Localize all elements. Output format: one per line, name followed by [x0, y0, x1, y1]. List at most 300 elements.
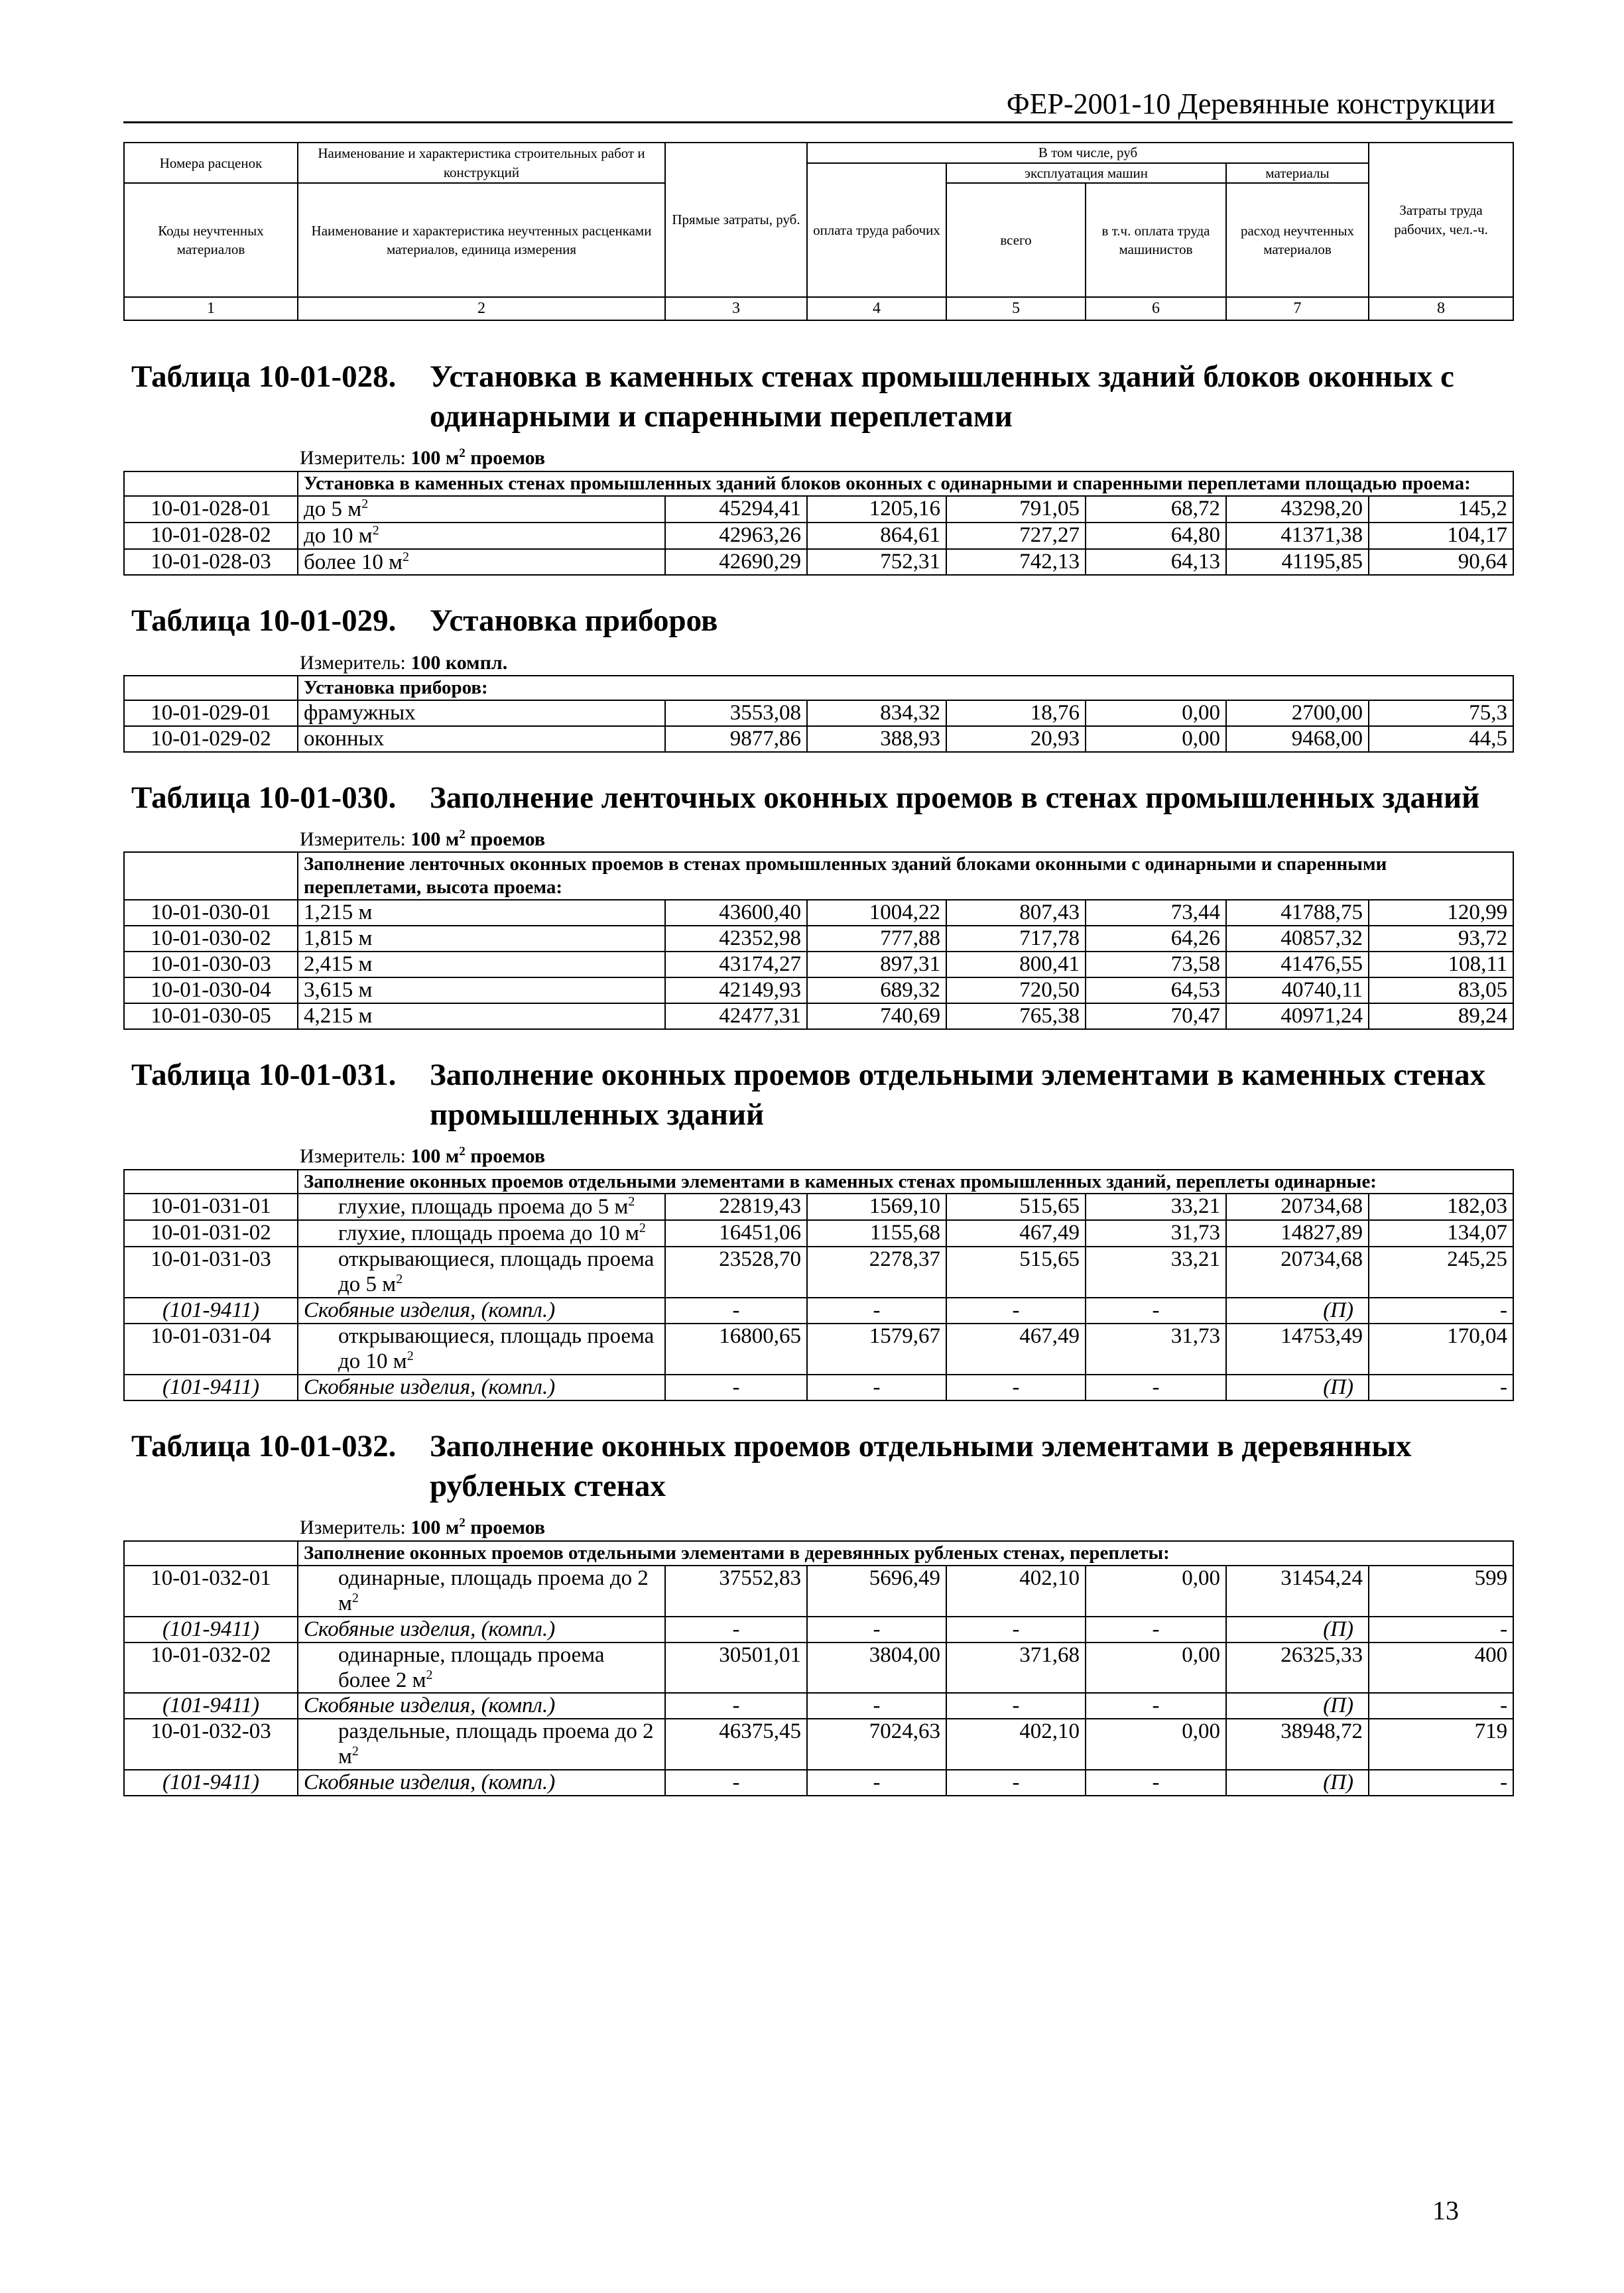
value-cell: 30501,01 [665, 1642, 807, 1694]
value-cell: 689,32 [807, 977, 946, 1003]
unit-value [410, 652, 507, 674]
value-cell: 42963,26 [665, 523, 807, 549]
rate-name-sup: 2 [372, 523, 379, 538]
value-cell: 41476,55 [1226, 952, 1369, 977]
rate-code: 10-01-030-05 [124, 1003, 298, 1029]
material-value: - [665, 1298, 807, 1324]
value-cell: 33,21 [1086, 1247, 1226, 1298]
rate-name [298, 926, 665, 952]
header-zatraty: Затраты труда рабочих, чел.-ч. [1369, 143, 1513, 297]
header-materialy: материалы [1226, 163, 1369, 184]
value-cell: 40740,11 [1226, 977, 1369, 1003]
group-row [124, 676, 1513, 700]
table-caption: Заполнение ленточных оконных проемов в стенах промышленных зданий [430, 780, 1480, 815]
value-cell: 64,26 [1086, 926, 1226, 952]
rate-code: 10-01-028-02 [124, 523, 298, 549]
value-cell: 9468,00 [1226, 726, 1369, 752]
table-row [124, 952, 1513, 977]
value-cell: 791,05 [946, 496, 1086, 523]
value-cell: 0,00 [1086, 1566, 1226, 1617]
unit-tail: проемов [465, 1145, 546, 1168]
rate-name [298, 1566, 665, 1617]
col-num-5: 5 [946, 297, 1086, 320]
value-cell: 14827,89 [1226, 1220, 1369, 1247]
value-cell: 70,47 [1086, 1003, 1226, 1029]
rate-name [298, 1247, 665, 1298]
table-row [124, 1247, 1513, 1298]
value-cell: 42690,29 [665, 549, 807, 576]
unit-label: Измеритель: [300, 828, 411, 850]
rate-name [298, 1003, 665, 1029]
col-num-2: 2 [298, 297, 665, 320]
material-value: (П) [1226, 1693, 1369, 1719]
table-title [123, 778, 1513, 818]
material-row [124, 1693, 1513, 1719]
value-cell: 145,2 [1369, 496, 1513, 523]
value-cell: 864,61 [807, 523, 946, 549]
value-cell: 402,10 [946, 1566, 1086, 1617]
unit-label: Измеритель: [300, 1145, 411, 1168]
material-value: - [1086, 1770, 1226, 1796]
data-table [123, 471, 1514, 576]
table-block [123, 778, 1513, 1030]
table-row [124, 1566, 1513, 1617]
value-cell: 40971,24 [1226, 1003, 1369, 1029]
unit-value-text: 100 м [410, 1145, 460, 1168]
material-value: - [1086, 1617, 1226, 1642]
material-row [124, 1375, 1513, 1400]
group-heading: Установка приборов: [298, 676, 1513, 700]
table-row [124, 700, 1513, 726]
value-cell: 20734,68 [1226, 1194, 1369, 1220]
rate-name-text: фрамужных [304, 700, 416, 725]
value-cell: 33,21 [1086, 1194, 1226, 1220]
value-cell: 43600,40 [665, 900, 807, 926]
rate-name [298, 1642, 665, 1694]
unit-sup: 2 [459, 1145, 466, 1159]
unit-line [300, 651, 1513, 676]
value-cell: 0,00 [1086, 726, 1226, 752]
rate-name-text: глухие, площадь проема до 5 м [338, 1195, 629, 1219]
material-value: - [946, 1375, 1086, 1400]
material-value: - [1369, 1770, 1513, 1796]
value-cell: 765,38 [946, 1003, 1086, 1029]
material-name: Скобяные изделия, (компл.) [298, 1375, 665, 1400]
material-code: (101-9411) [124, 1693, 298, 1719]
unit-tail: проемов [465, 1517, 546, 1539]
value-cell: 170,04 [1369, 1324, 1513, 1375]
value-cell: 31454,24 [1226, 1566, 1369, 1617]
material-value: - [1086, 1693, 1226, 1719]
rate-name-text: оконных [304, 726, 385, 751]
rate-name [298, 700, 665, 726]
rate-name-text: до 10 м [304, 523, 373, 548]
value-cell: 45294,41 [665, 496, 807, 523]
rate-name-sup: 2 [639, 1221, 646, 1236]
material-value: - [1369, 1298, 1513, 1324]
table-number: Таблица 10-01-028. [131, 359, 397, 394]
value-cell: 245,25 [1369, 1247, 1513, 1298]
value-cell: 371,68 [946, 1642, 1086, 1694]
material-code: (101-9411) [124, 1770, 298, 1796]
rate-name [298, 496, 665, 523]
value-cell: 467,49 [946, 1220, 1086, 1247]
value-cell: 807,43 [946, 900, 1086, 926]
unit-tail: проемов [465, 828, 546, 850]
header-rashod: расход неучтенных материалов [1226, 183, 1369, 297]
rate-name-text: одинарные, площадь проема до 2 м [338, 1566, 649, 1615]
rate-name-sup: 2 [406, 1349, 414, 1364]
value-cell: 16451,06 [665, 1220, 807, 1247]
value-cell: 182,03 [1369, 1194, 1513, 1220]
value-cell: 64,53 [1086, 977, 1226, 1003]
unit-label: Измеритель: [300, 651, 411, 674]
unit-value-text: 100 м [410, 1517, 460, 1539]
rate-name-text: 2,415 м [304, 952, 373, 976]
group-empty-cell [124, 1170, 298, 1194]
rate-code: 10-01-032-01 [124, 1566, 298, 1617]
header-oplata: оплата труда рабочих [807, 163, 946, 298]
rate-code: 10-01-028-03 [124, 549, 298, 576]
value-cell: 41788,75 [1226, 900, 1369, 926]
col-num-7: 7 [1226, 297, 1369, 320]
rate-code: 10-01-030-02 [124, 926, 298, 952]
value-cell: 89,24 [1369, 1003, 1513, 1029]
value-cell: 897,31 [807, 952, 946, 977]
value-cell: 388,93 [807, 726, 946, 752]
material-value: - [807, 1298, 946, 1324]
value-cell: 5696,49 [807, 1566, 946, 1617]
material-name: Скобяные изделия, (компл.) [298, 1693, 665, 1719]
group-empty-cell [124, 1541, 298, 1566]
rate-name [298, 1220, 665, 1247]
value-cell: 93,72 [1369, 926, 1513, 952]
header-vtch: в т.ч. оплата труда машинистов [1086, 183, 1226, 297]
value-cell: 42149,93 [665, 977, 807, 1003]
material-value: - [807, 1770, 946, 1796]
value-cell: 400 [1369, 1642, 1513, 1694]
value-cell: 64,13 [1086, 549, 1226, 576]
value-cell: 120,99 [1369, 900, 1513, 926]
unit-value-text: 100 компл. [410, 651, 508, 674]
material-value: (П) [1226, 1298, 1369, 1324]
rate-code: 10-01-032-03 [124, 1719, 298, 1770]
table-title [123, 1055, 1513, 1135]
rate-code: 10-01-029-01 [124, 700, 298, 726]
unit-line [300, 827, 1513, 852]
value-cell: 26325,33 [1226, 1642, 1369, 1694]
value-cell: 515,65 [946, 1194, 1086, 1220]
value-cell: 75,3 [1369, 700, 1513, 726]
material-row [124, 1298, 1513, 1324]
value-cell: 719 [1369, 1719, 1513, 1770]
col-num-3: 3 [665, 297, 807, 320]
material-value: - [665, 1770, 807, 1796]
material-value: - [1369, 1375, 1513, 1400]
value-cell: 9877,86 [665, 726, 807, 752]
table-caption: Установка приборов [430, 603, 718, 639]
rate-code: 10-01-030-03 [124, 952, 298, 977]
rate-code: 10-01-031-02 [124, 1220, 298, 1247]
table-caption: Установка в каменных стенах промышленных зданий блоков оконных с одинарными и спаренными переплетами [430, 359, 1454, 434]
value-cell: 108,11 [1369, 952, 1513, 977]
header-nomera: Номера расценок [124, 143, 298, 183]
col-num-6: 6 [1086, 297, 1226, 320]
rate-name [298, 726, 665, 752]
value-cell: 64,80 [1086, 523, 1226, 549]
rate-name-sup: 2 [628, 1194, 635, 1209]
material-value: - [665, 1693, 807, 1719]
unit-value [410, 1145, 545, 1167]
value-cell: 83,05 [1369, 977, 1513, 1003]
material-row [124, 1770, 1513, 1796]
rate-name-text: глухие, площадь проема до 10 м [338, 1221, 639, 1246]
table-block [123, 1055, 1513, 1401]
data-table [123, 851, 1514, 1029]
table-row [124, 1642, 1513, 1694]
tables-container [123, 332, 1513, 1796]
value-cell: 31,73 [1086, 1220, 1226, 1247]
value-cell: 720,50 [946, 977, 1086, 1003]
material-value: - [665, 1375, 807, 1400]
table-row [124, 496, 1513, 523]
rate-name [298, 1194, 665, 1220]
table-title [123, 357, 1513, 436]
rate-name-text: раздельные, площадь проема до 2 м [338, 1719, 654, 1769]
table-block [123, 1426, 1513, 1796]
value-cell: 104,17 [1369, 523, 1513, 549]
material-value: - [807, 1693, 946, 1719]
page-number: 13 [1432, 2196, 1459, 2225]
rate-name [298, 523, 665, 549]
value-cell: 467,49 [946, 1324, 1086, 1375]
value-cell: 73,44 [1086, 900, 1226, 926]
material-value: - [1086, 1375, 1226, 1400]
value-cell: 37552,83 [665, 1566, 807, 1617]
col-num-1: 1 [124, 297, 298, 320]
table-block [123, 601, 1513, 752]
header-vsego: всего [946, 183, 1086, 297]
group-empty-cell [124, 471, 298, 496]
table-title [123, 601, 1513, 641]
unit-value-text: 100 м [410, 828, 460, 850]
rate-name-text: 4,215 м [304, 1003, 373, 1028]
unit-value [410, 1517, 545, 1538]
material-value: - [665, 1617, 807, 1642]
rate-name-sup: 2 [361, 496, 369, 511]
group-row [124, 1170, 1513, 1194]
value-cell: 43298,20 [1226, 496, 1369, 523]
value-cell: 16800,65 [665, 1324, 807, 1375]
value-cell: 134,07 [1369, 1220, 1513, 1247]
table-row [124, 549, 1513, 576]
table-number: Таблица 10-01-031. [131, 1057, 397, 1092]
material-code: (101-9411) [124, 1298, 298, 1324]
value-cell: 0,00 [1086, 1642, 1226, 1694]
unit-label: Измеритель: [300, 1517, 411, 1539]
table-caption: Заполнение оконных проемов отдельными элементами в деревянных рубленых стенах [430, 1429, 1412, 1504]
page-header-title: ФЕР-2001-10 Деревянные конструкции [1006, 88, 1495, 120]
rate-name-sup: 2 [351, 1744, 359, 1759]
rate-name-text: 1,215 м [304, 900, 373, 925]
table-row [124, 523, 1513, 549]
table-row [124, 900, 1513, 926]
page-header [123, 83, 1513, 123]
unit-sup: 2 [459, 827, 466, 841]
value-cell: 2278,37 [807, 1247, 946, 1298]
rate-name-sup: 2 [351, 1590, 359, 1605]
material-value: - [1369, 1617, 1513, 1642]
header-naim-raschenok: Наименование и характеристика строительных работ и конструкций [298, 143, 665, 183]
group-heading: Заполнение ленточных оконных проемов в стенах промышленных зданий блоками оконными с одинарными и спаренными переплетами, высота проема: [298, 852, 1513, 900]
material-value: - [1369, 1693, 1513, 1719]
table-block [123, 357, 1513, 576]
material-value: - [1086, 1298, 1226, 1324]
group-row [124, 852, 1513, 900]
group-row [124, 1541, 1513, 1566]
table-row [124, 1194, 1513, 1220]
material-code: (101-9411) [124, 1375, 298, 1400]
table-row [124, 1719, 1513, 1770]
rate-name [298, 952, 665, 977]
unit-value [410, 828, 545, 850]
value-cell: 515,65 [946, 1247, 1086, 1298]
rate-code: 10-01-032-02 [124, 1642, 298, 1694]
header-v-tom-chisle: В том числе, руб [807, 143, 1369, 163]
rate-name-text: до 5 м [304, 497, 362, 521]
header-ekspl: эксплуатация машин [946, 163, 1226, 184]
value-cell: 0,00 [1086, 700, 1226, 726]
value-cell: 18,76 [946, 700, 1086, 726]
table-number: Таблица 10-01-032. [131, 1429, 397, 1464]
value-cell: 1579,67 [807, 1324, 946, 1375]
value-cell: 1205,16 [807, 496, 946, 523]
table-row [124, 1003, 1513, 1029]
value-cell: 41371,38 [1226, 523, 1369, 549]
value-cell: 20734,68 [1226, 1247, 1369, 1298]
value-cell: 3553,08 [665, 700, 807, 726]
value-cell: 38948,72 [1226, 1719, 1369, 1770]
material-name: Скобяные изделия, (компл.) [298, 1770, 665, 1796]
material-value: (П) [1226, 1375, 1369, 1400]
rate-name-text: одинарные, площадь проема более 2 м [338, 1642, 605, 1692]
unit-sup: 2 [459, 1516, 466, 1530]
rate-code: 10-01-030-04 [124, 977, 298, 1003]
value-cell: 90,64 [1369, 549, 1513, 576]
rate-name-sup: 2 [403, 549, 409, 564]
data-table [123, 675, 1514, 753]
value-cell: 68,72 [1086, 496, 1226, 523]
value-cell: 14753,49 [1226, 1324, 1369, 1375]
value-cell: 42477,31 [665, 1003, 807, 1029]
value-cell: 1004,22 [807, 900, 946, 926]
rate-code: 10-01-030-01 [124, 900, 298, 926]
value-cell: 800,41 [946, 952, 1086, 977]
data-table [123, 1169, 1514, 1401]
rate-code: 10-01-031-03 [124, 1247, 298, 1298]
group-empty-cell [124, 852, 298, 900]
value-cell: 3804,00 [807, 1642, 946, 1694]
col-num-8: 8 [1369, 297, 1513, 320]
rate-name-text: более 10 м [304, 550, 403, 574]
rate-code: 10-01-031-01 [124, 1194, 298, 1220]
unit-line [300, 1515, 1513, 1540]
table-number: Таблица 10-01-029. [131, 603, 397, 639]
header-kody: Коды неучтенных материалов [124, 183, 298, 297]
value-cell: 42352,98 [665, 926, 807, 952]
rate-name [298, 977, 665, 1003]
header-naim-mat: Наименование и характеристика неучтенных расценками материалов, единица измерения [298, 183, 665, 297]
value-cell: 73,58 [1086, 952, 1226, 977]
table-row [124, 1220, 1513, 1247]
material-name: Скобяные изделия, (компл.) [298, 1617, 665, 1642]
value-cell: 22819,43 [665, 1194, 807, 1220]
value-cell: 834,32 [807, 700, 946, 726]
unit-sup: 2 [459, 446, 466, 461]
value-cell: 31,73 [1086, 1324, 1226, 1375]
rate-name [298, 1324, 665, 1375]
material-code: (101-9411) [124, 1617, 298, 1642]
rate-name-text: открывающиеся, площадь проема до 5 м [338, 1247, 655, 1297]
table-caption: Заполнение оконных проемов отдельными элементами в каменных стенах промышленных зданий [430, 1057, 1486, 1132]
rate-name [298, 900, 665, 926]
value-cell: 1569,10 [807, 1194, 946, 1220]
rate-name [298, 1719, 665, 1770]
table-row [124, 726, 1513, 752]
value-cell: 599 [1369, 1566, 1513, 1617]
value-cell: 742,13 [946, 549, 1086, 576]
unit-value [410, 447, 545, 469]
unit-value-text: 100 м [410, 447, 460, 469]
value-cell: 402,10 [946, 1719, 1086, 1770]
value-cell: 0,00 [1086, 1719, 1226, 1770]
value-cell: 717,78 [946, 926, 1086, 952]
unit-line [300, 1144, 1513, 1169]
unit-label: Измеритель: [300, 447, 411, 469]
material-row [124, 1617, 1513, 1642]
material-value: - [807, 1617, 946, 1642]
unit-tail: проемов [465, 447, 546, 469]
value-cell: 777,88 [807, 926, 946, 952]
group-heading: Установка в каменных стенах промышленных зданий блоков оконных с одинарными и спаренными переплетами площадью проема: [298, 471, 1513, 496]
table-row [124, 1324, 1513, 1375]
table-title [123, 1426, 1513, 1506]
group-heading: Заполнение оконных проемов отдельными элементами в деревянных рубленых стенах, переплеты: [298, 1541, 1513, 1566]
material-value: (П) [1226, 1770, 1369, 1796]
group-row [124, 471, 1513, 496]
unit-line [300, 446, 1513, 471]
material-value: (П) [1226, 1617, 1369, 1642]
rate-name-text: 3,615 м [304, 977, 373, 1002]
material-value: - [807, 1375, 946, 1400]
value-cell: 2700,00 [1226, 700, 1369, 726]
material-value: - [946, 1770, 1086, 1796]
value-cell: 727,27 [946, 523, 1086, 549]
value-cell: 40857,32 [1226, 926, 1369, 952]
group-heading: Заполнение оконных проемов отдельными элементами в каменных стенах промышленных зданий, переплеты одинарные: [298, 1170, 1513, 1194]
rate-name-text: 1,815 м [304, 926, 373, 951]
rate-name-sup: 2 [426, 1667, 433, 1682]
value-cell: 752,31 [807, 549, 946, 576]
value-cell: 740,69 [807, 1003, 946, 1029]
rate-code: 10-01-028-01 [124, 496, 298, 523]
material-name: Скобяные изделия, (компл.) [298, 1298, 665, 1324]
header-pryamye: Прямые затраты, руб. [665, 143, 807, 297]
value-cell: 20,93 [946, 726, 1086, 752]
table-row [124, 977, 1513, 1003]
value-cell: 41195,85 [1226, 549, 1369, 576]
data-table [123, 1540, 1514, 1796]
